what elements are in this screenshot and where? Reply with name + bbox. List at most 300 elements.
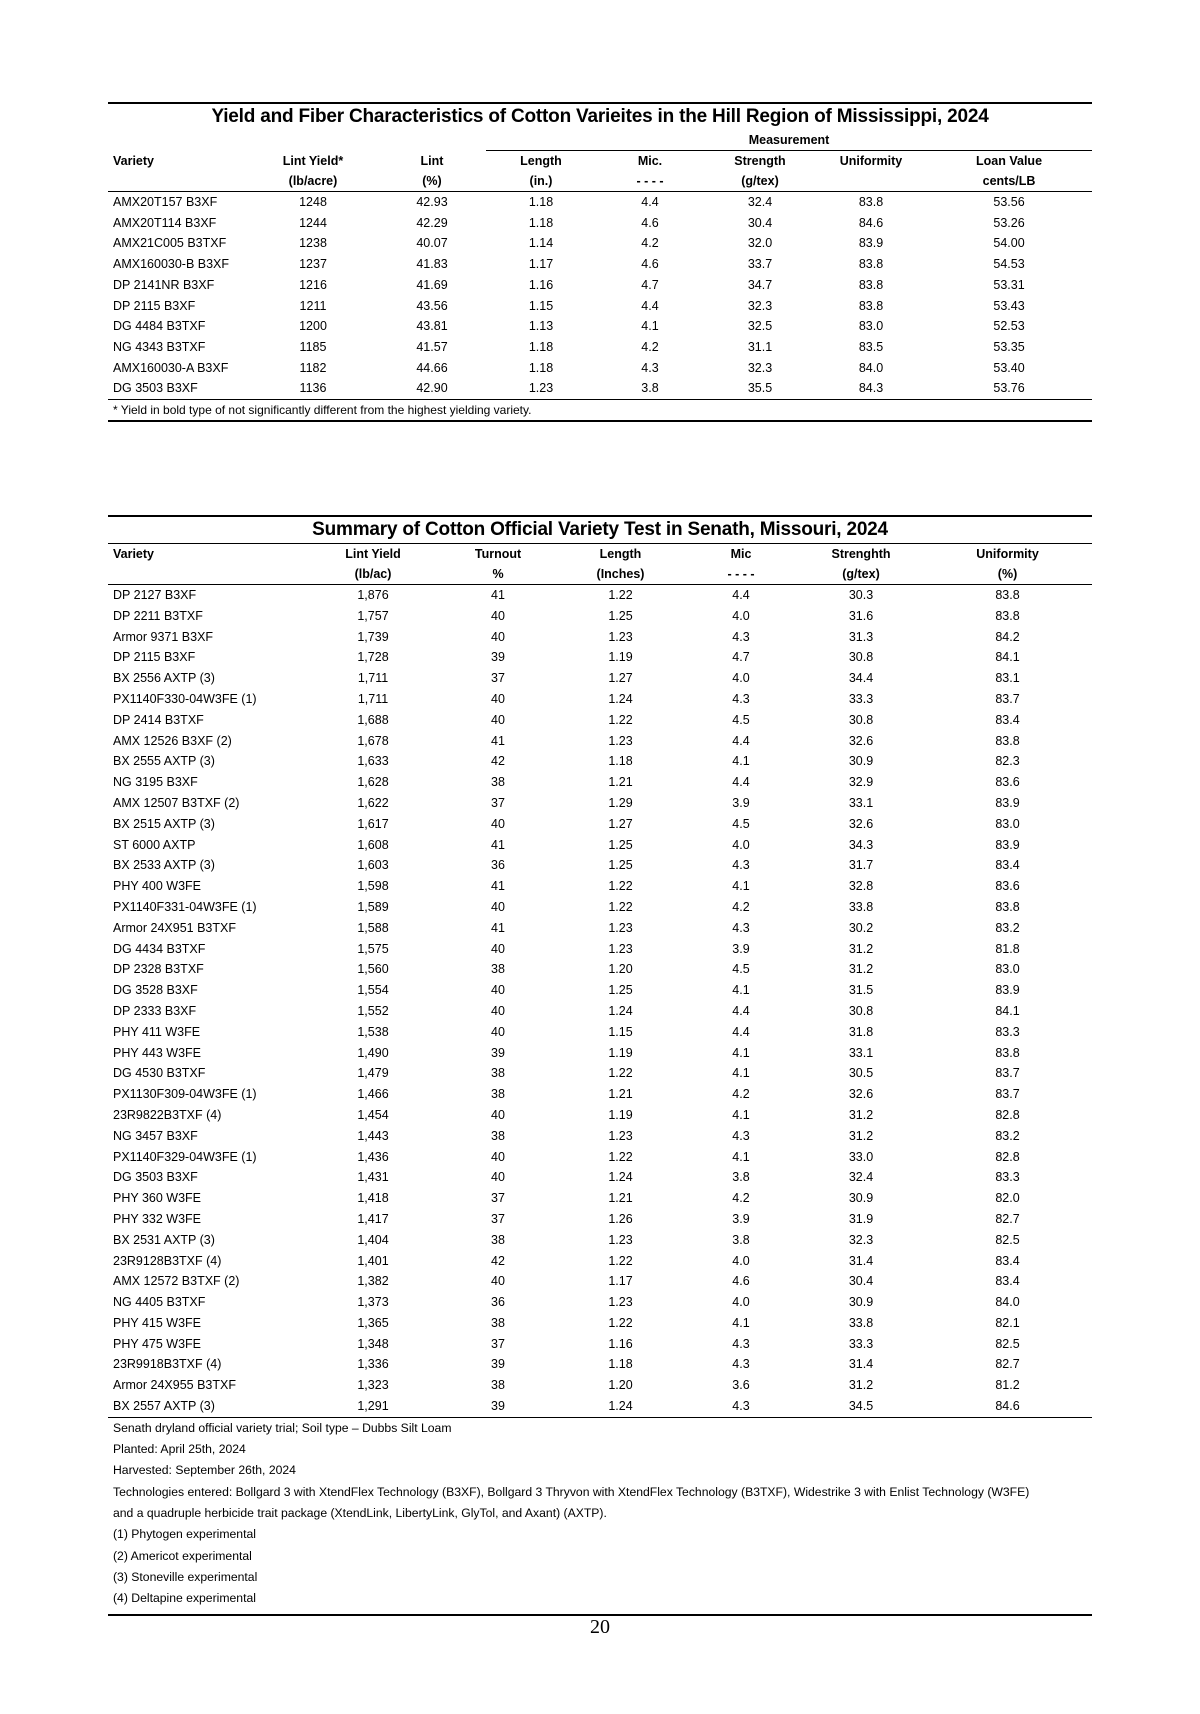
notes-bottom-rule bbox=[108, 1610, 1092, 1616]
table-cell: 1211 bbox=[299, 298, 327, 313]
table-cell: 1.24 bbox=[558, 1396, 683, 1417]
variety-name: DG 3528 B3XF bbox=[113, 983, 198, 998]
table-cell: 53.56 bbox=[993, 195, 1025, 209]
variety-name: DP 2328 B3TXF bbox=[113, 962, 204, 977]
table-cell: 38 bbox=[491, 962, 505, 977]
t1-header-7: Loan Value bbox=[976, 154, 1043, 168]
table-cell: 83.9 bbox=[858, 236, 884, 251]
table-cell: 1.25 bbox=[608, 858, 633, 873]
t2-row bbox=[108, 751, 1092, 772]
table-cell: 4.1 bbox=[732, 1315, 750, 1330]
table-cell: 37 bbox=[491, 795, 505, 810]
t1-unit-2: (%) bbox=[378, 171, 486, 192]
table-cell: 44.66 bbox=[416, 360, 448, 375]
table-cell: 1,575 bbox=[357, 941, 389, 956]
t2-header-2: Turnout bbox=[474, 547, 522, 561]
table-cell: 4.2 bbox=[641, 339, 659, 354]
table-cell: 4.1 bbox=[641, 319, 659, 334]
t1-unit-7: cents/LB bbox=[926, 171, 1092, 192]
note-line: and a quadruple herbicide trait package (XtendLink, LibertyLink, GlyTol, and Axant) (AXTP). bbox=[113, 1506, 607, 1521]
t2-row bbox=[108, 1375, 1092, 1396]
table-cell: 40 bbox=[491, 816, 505, 831]
table-cell: 1,739 bbox=[357, 629, 389, 644]
table-cell: 40 bbox=[491, 691, 505, 706]
t2-row bbox=[108, 1084, 1092, 1105]
variety-name: NG 4405 B3TXF bbox=[113, 1295, 206, 1310]
table-cell: 33.1 bbox=[848, 1045, 874, 1060]
table-cell: 39 bbox=[491, 650, 505, 665]
table-cell: 4.0 bbox=[732, 608, 750, 623]
t2-row bbox=[108, 1230, 1092, 1251]
table-cell: 1.20 bbox=[608, 1378, 633, 1393]
table-cell: 32.3 bbox=[848, 1232, 874, 1247]
table-cell: 1,560 bbox=[357, 962, 389, 977]
variety-name: DG 4484 B3TXF bbox=[113, 319, 206, 334]
table-cell: 42.90 bbox=[378, 378, 486, 399]
table-cell: 83.8 bbox=[995, 588, 1020, 602]
t1-row bbox=[108, 337, 1092, 358]
table-cell: 39 bbox=[438, 1396, 558, 1417]
table-cell: 1.16 bbox=[528, 277, 554, 292]
table-cell: 41.83 bbox=[416, 257, 448, 272]
table-cell: 30.4 bbox=[747, 215, 773, 230]
table-cell: 1.23 bbox=[608, 1128, 633, 1143]
table-cell: 38 bbox=[491, 1378, 505, 1393]
table-cell: 83.3 bbox=[995, 1170, 1020, 1185]
t2-row bbox=[108, 1063, 1092, 1084]
table-cell: 53.26 bbox=[993, 215, 1025, 230]
t2-row bbox=[108, 876, 1092, 897]
table-cell: 30.5 bbox=[848, 1066, 874, 1081]
variety-name: DG 4530 B3TXF bbox=[113, 1066, 206, 1081]
table-cell: 30.3 bbox=[848, 588, 874, 602]
table-cell: 1,711 bbox=[357, 691, 389, 706]
t1-header-2: Lint bbox=[420, 153, 444, 168]
table-cell: 84.0 bbox=[995, 1295, 1020, 1310]
variety-name: DP 2115 B3XF bbox=[113, 298, 196, 313]
t2-row bbox=[108, 1167, 1092, 1188]
table-cell: 38 bbox=[491, 775, 505, 790]
table-cell: 83.3 bbox=[995, 1024, 1020, 1039]
table-cell: 83.6 bbox=[995, 775, 1020, 790]
table-cell: 82.7 bbox=[995, 1357, 1020, 1372]
note-line: Technologies entered: Bollgard 3 with XtendFlex Technology (B3XF), Bollgard 3 Thryvon with XtendFlex Technology (B3TXF), Widestrike 3 with Enlist Technology (W3FE) bbox=[113, 1484, 1030, 1499]
table-cell: 53.35 bbox=[993, 339, 1025, 354]
table-cell: 1,633 bbox=[357, 754, 389, 769]
table-cell: 1238 bbox=[299, 236, 327, 251]
table-cell: 32.4 bbox=[747, 195, 773, 209]
table-cell: 82.8 bbox=[995, 1149, 1020, 1164]
table-cell: 82.3 bbox=[995, 754, 1020, 769]
t2-row bbox=[108, 1251, 1092, 1272]
table-cell: 4.3 bbox=[732, 1128, 750, 1143]
table-cell: 30.8 bbox=[848, 712, 874, 727]
table-cell: 4.6 bbox=[732, 1274, 750, 1289]
table-cell: 43.56 bbox=[416, 298, 448, 313]
table-cell: 83.8 bbox=[858, 257, 884, 272]
table-cell: 1,490 bbox=[357, 1045, 389, 1060]
table-cell: 1.21 bbox=[608, 1191, 633, 1206]
table-cell: 53.76 bbox=[926, 378, 1092, 399]
table-cell: 1.17 bbox=[528, 257, 554, 272]
table-cell: 32.6 bbox=[848, 733, 874, 748]
table-cell: 34.5 bbox=[799, 1396, 923, 1417]
table-cell: 54.00 bbox=[993, 236, 1025, 251]
table-cell: 3.6 bbox=[732, 1378, 750, 1393]
table-cell: 1,348 bbox=[357, 1336, 389, 1351]
table-cell: 4.1 bbox=[732, 879, 750, 894]
t2-unit-1: (lb/ac) bbox=[308, 564, 438, 585]
table-cell: 83.9 bbox=[995, 795, 1020, 810]
table-cell: 1,603 bbox=[357, 858, 389, 873]
table-cell: 40 bbox=[491, 899, 505, 914]
note-line: (1) Phytogen experimental bbox=[113, 1527, 256, 1542]
table-cell: 41.57 bbox=[416, 339, 448, 354]
t1-row bbox=[108, 233, 1092, 254]
table-cell: 1,323 bbox=[357, 1378, 389, 1393]
table-cell: 1,728 bbox=[357, 650, 389, 665]
table-cell: 52.53 bbox=[993, 319, 1025, 334]
table-cell: 1.27 bbox=[608, 816, 633, 831]
table-cell: 1244 bbox=[299, 215, 327, 230]
variety-name: BX 2555 AXTP (3) bbox=[113, 754, 215, 769]
t2-row bbox=[108, 710, 1092, 731]
table-cell: 1.21 bbox=[608, 1087, 633, 1102]
table-cell: 1248 bbox=[299, 195, 327, 209]
t2-header-3: Length bbox=[599, 547, 642, 561]
table-cell: 1.15 bbox=[608, 1024, 633, 1039]
table-cell: 1185 bbox=[299, 339, 327, 354]
variety-name: 23R9822B3TXF (4) bbox=[113, 1107, 222, 1122]
variety-name: DP 2127 B3XF bbox=[113, 588, 197, 602]
variety-name: AMX160030-A B3XF bbox=[113, 360, 229, 375]
t2-row bbox=[108, 1209, 1092, 1230]
table-cell: 82.8 bbox=[995, 1107, 1020, 1122]
table-cell: 83.8 bbox=[858, 277, 884, 292]
table-cell: 32.5 bbox=[747, 319, 773, 334]
table-cell: 1.23 bbox=[608, 1232, 633, 1247]
t2-row bbox=[108, 1147, 1092, 1168]
t2-row bbox=[108, 772, 1092, 793]
table-cell: 43.81 bbox=[416, 319, 448, 334]
t2-row bbox=[108, 647, 1092, 668]
note-line: (4) Deltapine experimental bbox=[113, 1591, 256, 1606]
table-cell: 4.3 bbox=[732, 1336, 750, 1351]
t1-row bbox=[108, 378, 1092, 399]
variety-name: BX 2531 AXTP (3) bbox=[113, 1232, 215, 1247]
table-cell: 1.19 bbox=[608, 1045, 633, 1060]
table-cell: 4.4 bbox=[732, 775, 750, 790]
table-cell: 3.8 bbox=[732, 1232, 750, 1247]
t1-header-0: Variety bbox=[113, 153, 155, 168]
table-cell: 83.7 bbox=[995, 1066, 1020, 1081]
table-cell: 1.18 bbox=[608, 754, 633, 769]
table-cell: 1,711 bbox=[357, 671, 389, 686]
table-cell: 38 bbox=[491, 1128, 505, 1143]
table-cell: 1,588 bbox=[357, 920, 389, 935]
t2-row bbox=[108, 1292, 1092, 1313]
t2-row bbox=[108, 689, 1092, 710]
table-cell: 1,538 bbox=[357, 1024, 389, 1039]
table-cell: 4.7 bbox=[641, 277, 659, 292]
t2-row bbox=[108, 918, 1092, 939]
t2-row bbox=[108, 1105, 1092, 1126]
table-cell: 1,479 bbox=[357, 1066, 389, 1081]
variety-name: DG 4434 B3TXF bbox=[113, 941, 206, 956]
table-cell: 83.7 bbox=[995, 691, 1020, 706]
table-cell: 4.0 bbox=[732, 1295, 750, 1310]
t2-row bbox=[108, 897, 1092, 918]
t2-row bbox=[108, 959, 1092, 980]
table-cell: 42 bbox=[491, 754, 505, 769]
table-cell: 83.8 bbox=[858, 195, 884, 209]
table-cell: 83.4 bbox=[995, 1253, 1020, 1268]
table-cell: 1,617 bbox=[357, 816, 389, 831]
table-cell: 82.0 bbox=[995, 1191, 1020, 1206]
table-cell: 34.3 bbox=[848, 837, 874, 852]
table-cell: 40 bbox=[491, 608, 505, 623]
table-cell: 36 bbox=[491, 1295, 505, 1310]
t1-row bbox=[108, 316, 1092, 337]
table-cell: 30.9 bbox=[848, 754, 874, 769]
table-cell: 31.2 bbox=[848, 1107, 874, 1122]
table-cell: 1.24 bbox=[608, 1003, 633, 1018]
table-cell: 42.93 bbox=[416, 195, 448, 209]
table-cell: 36 bbox=[491, 858, 505, 873]
table-cell: 1.19 bbox=[608, 1107, 633, 1122]
table-cell: 30.9 bbox=[848, 1295, 874, 1310]
table-cell: 4.0 bbox=[732, 671, 750, 686]
t2-row bbox=[108, 1043, 1092, 1064]
t1-row bbox=[108, 275, 1092, 296]
t2-row bbox=[108, 1188, 1092, 1209]
table-cell: 83.4 bbox=[995, 712, 1020, 727]
table-cell: 4.1 bbox=[732, 754, 750, 769]
table-cell: 3.8 bbox=[732, 1170, 750, 1185]
t2-row bbox=[108, 668, 1092, 689]
table-cell: 4.0 bbox=[732, 837, 750, 852]
table-cell: 1.25 bbox=[608, 608, 633, 623]
table-cell: 33.0 bbox=[848, 1149, 874, 1164]
table-cell: 1,373 bbox=[357, 1295, 389, 1310]
variety-name: PX1140F331-04W3FE (1) bbox=[113, 899, 257, 914]
table-cell: 32.9 bbox=[848, 775, 874, 790]
t1-header-4: Mic. bbox=[637, 154, 663, 168]
table-cell: 37 bbox=[491, 671, 505, 686]
t2-unit-0 bbox=[108, 564, 308, 585]
variety-name: DG 3503 B3XF bbox=[108, 378, 248, 399]
table-cell: 1,417 bbox=[357, 1211, 389, 1226]
variety-name: PHY 443 W3FE bbox=[113, 1045, 202, 1060]
t2-row bbox=[108, 1334, 1092, 1355]
t2-row bbox=[108, 1271, 1092, 1292]
table-cell: 4.2 bbox=[732, 899, 750, 914]
table-cell: 83.2 bbox=[995, 920, 1020, 935]
table-cell: 84.0 bbox=[858, 360, 884, 375]
table-cell: 1.24 bbox=[608, 691, 633, 706]
table-cell: 34.4 bbox=[848, 671, 874, 686]
table-cell: 40 bbox=[491, 941, 505, 956]
table-cell: 1,757 bbox=[357, 608, 389, 623]
table-cell: 31.7 bbox=[848, 858, 874, 873]
table-cell: 32.6 bbox=[848, 816, 874, 831]
table-cell: 83.9 bbox=[995, 983, 1020, 998]
table-cell: 3.9 bbox=[732, 1211, 750, 1226]
table-cell: 4.3 bbox=[732, 629, 750, 644]
t2-unit-5: (g/tex) bbox=[799, 564, 923, 585]
table-cell: 1,291 bbox=[308, 1396, 438, 1417]
table-cell: 30.8 bbox=[848, 1003, 874, 1018]
table-cell: 1.18 bbox=[528, 360, 554, 375]
t2-row bbox=[108, 731, 1092, 752]
table-cell: 83.6 bbox=[995, 879, 1020, 894]
variety-name: Armor 24X955 B3TXF bbox=[113, 1378, 236, 1393]
table-cell: 1,336 bbox=[357, 1357, 389, 1372]
t1-row bbox=[108, 358, 1092, 379]
table-cell: 33.7 bbox=[747, 257, 773, 272]
page-number: 20 bbox=[590, 1616, 610, 1638]
table-cell: 41 bbox=[491, 588, 505, 602]
table-cell: 1.26 bbox=[608, 1211, 633, 1226]
table-cell: 1,466 bbox=[357, 1087, 389, 1102]
table-cell: 1200 bbox=[299, 319, 327, 334]
table-cell: 40 bbox=[491, 1274, 505, 1289]
t2-row bbox=[108, 1022, 1092, 1043]
table-cell: 1.18 bbox=[528, 195, 554, 209]
table-cell: 84.1 bbox=[995, 650, 1020, 665]
table-cell: 40 bbox=[491, 1024, 505, 1039]
variety-name: AMX 12507 B3TXF (2) bbox=[113, 795, 240, 810]
table1-title: Yield and Fiber Characteristics of Cotton Varieites in the Hill Region of Mississippi, 2024 bbox=[108, 103, 1092, 130]
table-cell: 1.23 bbox=[608, 629, 633, 644]
table-cell: 40 bbox=[491, 1149, 505, 1164]
table-cell: 4.3 bbox=[732, 920, 750, 935]
table-cell: 81.2 bbox=[995, 1378, 1020, 1393]
variety-name: NG 3457 B3XF bbox=[113, 1128, 198, 1143]
t1-header-5: Strength bbox=[734, 154, 786, 168]
table-cell: 83.5 bbox=[858, 339, 884, 354]
table-cell: 33.8 bbox=[848, 1315, 874, 1330]
table-cell: 1.23 bbox=[486, 378, 596, 399]
variety-name: AMX20T114 B3XF bbox=[113, 215, 217, 230]
table-cell: 4.4 bbox=[732, 588, 750, 602]
variety-name: NG 4343 B3TXF bbox=[113, 339, 206, 354]
variety-name: PHY 475 W3FE bbox=[113, 1336, 202, 1351]
table-cell: 3.9 bbox=[732, 795, 750, 810]
table-cell: 31.2 bbox=[848, 941, 874, 956]
variety-name: 23R9128B3TXF (4) bbox=[113, 1253, 222, 1268]
note-line: Planted: April 25th, 2024 bbox=[113, 1442, 246, 1457]
table-cell: 30.4 bbox=[848, 1274, 874, 1289]
t1-row bbox=[108, 254, 1092, 275]
t1-row bbox=[108, 213, 1092, 234]
table-cell: 1.22 bbox=[608, 1315, 633, 1330]
variety-name: Armor 9371 B3XF bbox=[113, 629, 214, 644]
table-cell: 32.4 bbox=[848, 1170, 874, 1185]
table-cell: 83.0 bbox=[858, 319, 884, 334]
table-cell: 83.8 bbox=[995, 608, 1020, 623]
variety-name: PHY 332 W3FE bbox=[113, 1211, 202, 1226]
variety-name: DP 2333 B3XF bbox=[113, 1003, 197, 1018]
table-cell: 39 bbox=[491, 1045, 505, 1060]
table-cell: 84.1 bbox=[995, 1003, 1020, 1018]
table-cell: 31.5 bbox=[848, 983, 874, 998]
variety-name: PX1130F309-04W3FE (1) bbox=[113, 1087, 257, 1102]
table-cell: 1216 bbox=[299, 277, 327, 292]
table-cell: 40 bbox=[491, 1107, 505, 1122]
table-cell: 41 bbox=[491, 733, 505, 748]
variety-name: AMX160030-B B3XF bbox=[113, 257, 230, 272]
table-cell: 1,552 bbox=[357, 1003, 389, 1018]
t2-unit-4: - - - - bbox=[683, 564, 799, 585]
table-cell: 4.4 bbox=[732, 1024, 750, 1039]
table-cell: 1,431 bbox=[357, 1170, 389, 1185]
table-cell: 38 bbox=[491, 1315, 505, 1330]
t2-row bbox=[108, 1354, 1092, 1375]
table-cell: 31.4 bbox=[848, 1357, 874, 1372]
table-cell: 3.8 bbox=[596, 378, 704, 399]
t1-header-3: Length bbox=[520, 154, 562, 168]
table-cell: 83.8 bbox=[995, 899, 1020, 914]
variety-name: 23R9918B3TXF (4) bbox=[113, 1357, 222, 1372]
table-cell: 83.4 bbox=[995, 1274, 1020, 1289]
note-line: (3) Stoneville experimental bbox=[113, 1569, 258, 1584]
table-cell: 4.3 bbox=[732, 1357, 750, 1372]
variety-name: PX1140F330-04W3FE (1) bbox=[113, 691, 257, 706]
table-cell: 4.7 bbox=[732, 650, 750, 665]
table2-notes bbox=[108, 1418, 1092, 1610]
table-cell: 4.4 bbox=[641, 195, 659, 209]
variety-name: ST 6000 AXTP bbox=[113, 837, 196, 852]
table-cell: 81.8 bbox=[995, 941, 1020, 956]
t1-header-1: Lint Yield* bbox=[282, 153, 344, 168]
table-cell: 1,688 bbox=[357, 712, 389, 727]
table-cell: 30.8 bbox=[848, 650, 874, 665]
variety-name: BX 2557 AXTP (3) bbox=[108, 1396, 308, 1417]
table-cell: 1,454 bbox=[357, 1107, 389, 1122]
t1-unit-4: - - - - bbox=[596, 171, 704, 192]
table-cell: 32.8 bbox=[848, 879, 874, 894]
table-cell: 1.16 bbox=[608, 1336, 633, 1351]
table-cell: 33.3 bbox=[848, 691, 874, 706]
table-cell: 34.7 bbox=[747, 277, 773, 292]
table-cell: 1182 bbox=[299, 360, 327, 375]
table-cell: 4.5 bbox=[732, 712, 750, 727]
table-cell: 4.2 bbox=[641, 236, 659, 251]
t2-row bbox=[108, 980, 1092, 1001]
table1-section bbox=[108, 102, 1092, 422]
t2-row bbox=[108, 855, 1092, 876]
table-cell: 82.5 bbox=[995, 1336, 1020, 1351]
table-cell: 1.18 bbox=[528, 215, 554, 230]
table-cell: 83.4 bbox=[995, 858, 1020, 873]
table-cell: 4.0 bbox=[732, 1253, 750, 1268]
note-line: (2) Americot experimental bbox=[113, 1548, 252, 1563]
table-cell: 54.53 bbox=[993, 257, 1025, 272]
table-cell: 40.07 bbox=[416, 236, 448, 251]
table-cell: 1,443 bbox=[357, 1128, 389, 1143]
table-cell: 1.22 bbox=[608, 899, 633, 914]
table-cell: 3.9 bbox=[732, 941, 750, 956]
table-cell: 1,401 bbox=[357, 1253, 389, 1268]
table-cell: 1.27 bbox=[608, 671, 633, 686]
table-cell: 4.3 bbox=[683, 1396, 799, 1417]
t2-row bbox=[108, 814, 1092, 835]
table-cell: 1.18 bbox=[608, 1357, 633, 1372]
t2-unit-2: % bbox=[438, 564, 558, 585]
table-cell: 4.1 bbox=[732, 1149, 750, 1164]
table-cell: 38 bbox=[491, 1087, 505, 1102]
